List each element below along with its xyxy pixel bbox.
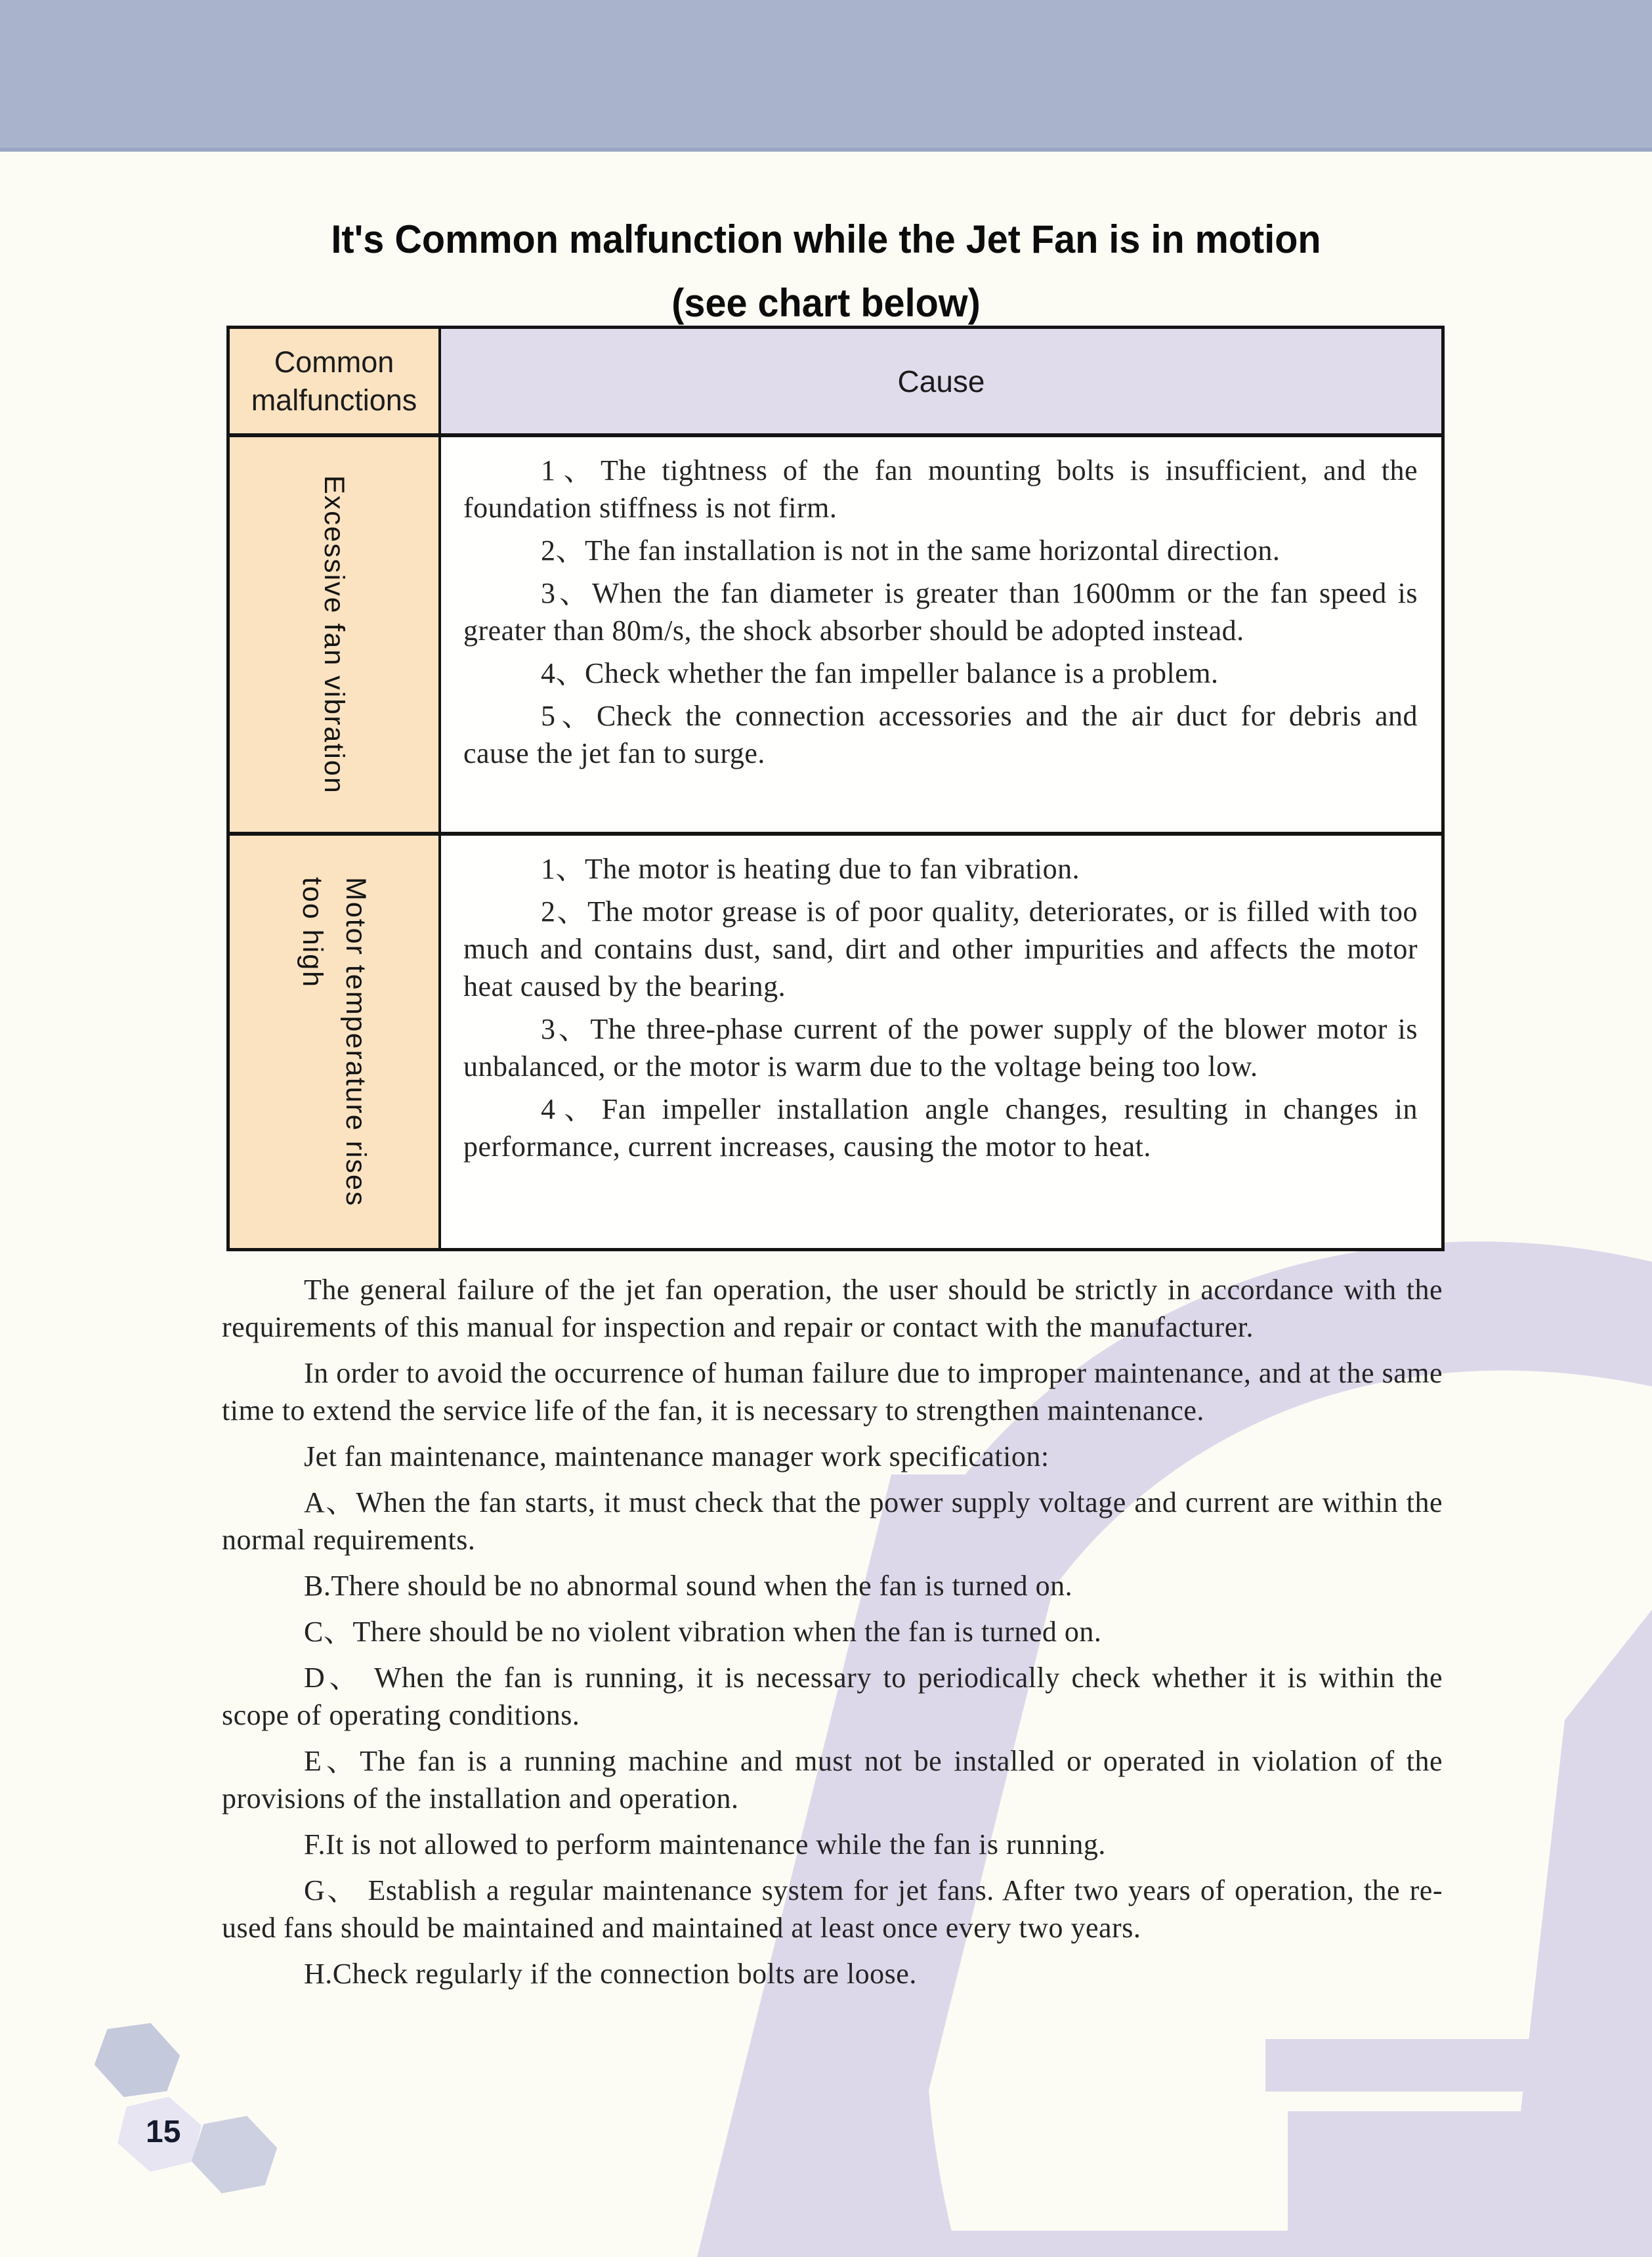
body-paragraph: In order to avoid the occurrence of human failure due to improper maintenance, and at the same time to extend the service life of the fan, it is necessary to strengthen maintenance. (222, 1357, 1443, 1427)
table-header-malfunctions: Common malfunctions (230, 329, 441, 437)
body-paragraph: Jet fan maintenance, maintenance manager work specification: (304, 1440, 1049, 1472)
cause-item: 4、Check whether the fan impeller balance is a problem. (541, 657, 1219, 689)
body-paragraph: B.There should be no abnormal sound when the fan is turned on. (304, 1570, 1073, 1602)
body-paragraph: G、 Establish a regular maintenance system for jet fans. After two years of operation, the re-used fans should be maintained and maintained at least once every two years. (222, 1874, 1443, 1944)
cause-item: 4、Fan impeller installation angle changes, resulting in changes in performance, current increases, causing the motor to heat. (463, 1093, 1418, 1163)
body-paragraph: H.Check regularly if the connection bolts are loose. (304, 1958, 917, 1990)
table-header-cause: Cause (441, 329, 1441, 437)
cause-item: 3、The three-phase current of the power supply of the blower motor is unbalanced, or the motor is warm due to the voltage being too low. (463, 1013, 1418, 1083)
cause-item: 1、The motor is heating due to fan vibration. (541, 853, 1080, 885)
page-title-line2: (see chart below) (671, 281, 981, 325)
body-paragraphs (222, 1271, 1443, 2001)
cause-cell-row2 (441, 836, 1441, 1248)
page-number: 15 (146, 2115, 181, 2149)
cause-item: 2、The fan installation is not in the same horizontal direction. (541, 534, 1281, 567)
cause-item: 3、When the fan diameter is greater than 1600mm or the fan speed is greater than 80m/s, the shock absorber should be adopted instead. (463, 577, 1418, 647)
body-paragraph: A、When the fan starts, it must check that the power supply voltage and current are within the normal requirements. (222, 1486, 1443, 1556)
cause-item: 5、Check the connection accessories and the air duct for debris and cause the jet fan to surge. (463, 700, 1418, 769)
body-paragraph: The general failure of the jet fan operation, the user should be strictly in accordance with the requirements of this manual for inspection and repair or contact with the manufacturer. (222, 1274, 1443, 1343)
body-paragraph: F.It is not allowed to perform maintenance while the fan is running. (304, 1828, 1106, 1860)
cause-item: 1、The tightness of the fan mounting bolts is insufficient, and the foundation stiffness is not firm. (463, 454, 1418, 524)
malfunction-label-motor-temperature (230, 836, 441, 1248)
malfunction-table (226, 326, 1445, 1251)
page-title-line1: It's Common malfunction while the Jet Fan is in motion (331, 217, 1321, 261)
body-paragraph: E、The fan is a running machine and must not be installed or operated in violation of the provisions of the installation and operation. (222, 1745, 1443, 1815)
vertical-label: Motor temperature rises too high (297, 876, 371, 1207)
page-title (0, 207, 1652, 335)
body-paragraph: C、There should be no violent vibration when the fan is turned on. (304, 1616, 1102, 1648)
body-paragraph: D、 When the fan is running, it is necessary to periodically check whether it is within the scope of operating conditions. (222, 1662, 1443, 1731)
header-band (0, 0, 1652, 152)
malfunction-label-excessive-vibration (230, 437, 441, 836)
cause-cell-row1 (441, 437, 1441, 836)
vertical-label: Excessive fan vibration (318, 475, 350, 794)
cause-item: 2、The motor grease is of poor quality, deteriorates, or is filled with too much and contains dust, sand, dirt and other impurities and affects the motor heat caused by the bearing. (463, 895, 1418, 1002)
